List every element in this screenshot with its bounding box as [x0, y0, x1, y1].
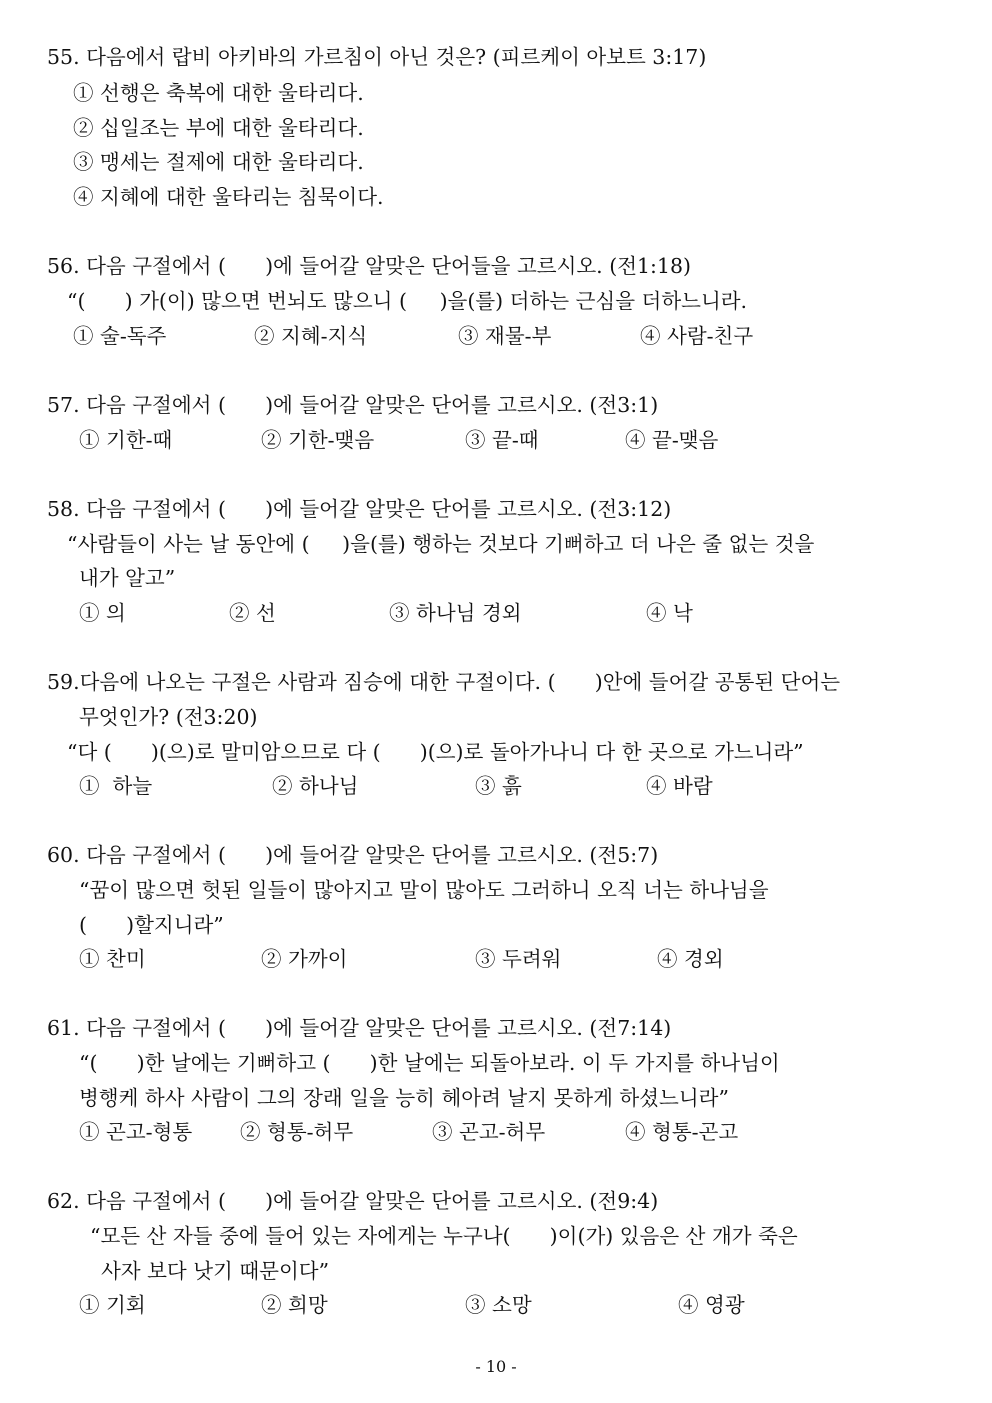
q56-option-3: ③ 재물-부	[458, 324, 552, 348]
q56-quote: “( ) 가(이) 많으면 번뇌도 많으니 ( )을(를) 더하는 근심을 더하느니라.	[67, 289, 748, 313]
q62-option-4: ④ 영광	[678, 1293, 745, 1317]
q60-option-2: ② 가까이	[261, 947, 348, 971]
q55-option-1: ① 선행은 축복에 대한 울타리다.	[73, 81, 364, 105]
q58-quote-line-1: “사람들이 사는 날 동안에 ( )을(를) 행하는 것보다 기뻐하고 더 나은 줄 없는 것을	[67, 532, 815, 556]
q61-option-3: ③ 곤고-허무	[432, 1120, 546, 1144]
q57-option-1: ① 기한-때	[79, 428, 173, 452]
q55-option-3: ③ 맹세는 절제에 대한 울타리다.	[73, 150, 364, 174]
q59-title-line-1: 59.다음에 나오는 구절은 사람과 짐승에 대한 구절이다. ( )안에 들어갈 공통된 단어는	[47, 670, 841, 694]
q60-option-4: ④ 경외	[657, 947, 724, 971]
q58-title: 58. 다음 구절에서 ( )에 들어갈 알맞은 단어를 고르시오. (전3:12)	[47, 497, 672, 521]
q62-option-2: ② 희망	[261, 1293, 328, 1317]
q58-option-1: ① 의	[79, 601, 126, 625]
q62-option-3: ③ 소망	[465, 1293, 532, 1317]
q58-option-4: ④ 낙	[646, 601, 693, 625]
q60-quote-line-2: ( )할지니라”	[79, 913, 224, 937]
q61-option-1: ① 곤고-형통	[79, 1120, 193, 1144]
q55-option-4: ④ 지혜에 대한 울타리는 침묵이다.	[73, 185, 384, 209]
q56-option-2: ② 지혜-지식	[254, 324, 368, 348]
q59-option-4: ④ 바람	[646, 774, 713, 798]
q61-option-4: ④ 형통-곤고	[625, 1120, 739, 1144]
q59-option-2: ② 하나님	[272, 774, 359, 798]
q60-option-3: ③ 두려워	[475, 947, 562, 971]
q62-quote-line-2: 사자 보다 낫기 때문이다”	[101, 1259, 330, 1283]
q55-title: 55. 다음에서 랍비 아키바의 가르침이 아닌 것은? (피르케이 아보트 3:17)	[47, 45, 707, 69]
q60-quote-line-1: “꿈이 많으면 헛된 일들이 많아지고 말이 많아도 그러하니 오직 너는 하나님을	[79, 878, 769, 902]
q62-title: 62. 다음 구절에서 ( )에 들어갈 알맞은 단어를 고르시오. (전9:4)	[47, 1189, 659, 1213]
q57-option-3: ③ 끝-때	[465, 428, 539, 452]
q62-quote-line-1: “모든 산 자들 중에 들어 있는 자에게는 누구나( )이(가) 있음은 산 개가 죽은	[90, 1224, 798, 1248]
q61-title: 61. 다음 구절에서 ( )에 들어갈 알맞은 단어를 고르시오. (전7:14)	[47, 1016, 672, 1040]
q62-option-1: ① 기회	[79, 1293, 146, 1317]
q57-option-4: ④ 끝-맺음	[625, 428, 719, 452]
q59-option-1: ① 하늘	[79, 774, 153, 798]
q57-option-2: ② 기한-맺음	[261, 428, 375, 452]
q58-option-3: ③ 하나님 경외	[389, 601, 522, 625]
q61-quote-line-2: 병행케 하사 사람이 그의 장래 일을 능히 헤아려 날지 못하게 하셨느니라”	[79, 1086, 729, 1110]
q58-option-2: ② 선	[229, 601, 276, 625]
q59-quote: “다 ( )(으)로 말미암으므로 다 ( )(으)로 돌아가나니 다 한 곳으로 가느니라”	[67, 740, 804, 764]
q57-title: 57. 다음 구절에서 ( )에 들어갈 알맞은 단어를 고르시오. (전3:1)	[47, 393, 659, 417]
q59-title-line-2: 무엇인가? (전3:20)	[79, 705, 258, 729]
q60-title: 60. 다음 구절에서 ( )에 들어갈 알맞은 단어를 고르시오. (전5:7)	[47, 843, 659, 867]
q58-quote-line-2: 내가 알고”	[79, 566, 176, 590]
q59-option-3: ③ 흙	[475, 774, 522, 798]
page-number: - 10 -	[475, 1357, 517, 1376]
q61-quote-line-1: “( )한 날에는 기뻐하고 ( )한 날에는 되돌아보라. 이 두 가지를 하나님이	[79, 1051, 780, 1075]
q61-option-2: ② 형통-허무	[240, 1120, 354, 1144]
q56-option-4: ④ 사람-친구	[640, 324, 754, 348]
q60-option-1: ① 찬미	[79, 947, 146, 971]
q56-title: 56. 다음 구절에서 ( )에 들어갈 알맞은 단어들을 고르시오. (전1:18)	[47, 254, 692, 278]
q56-option-1: ① 술-독주	[73, 324, 167, 348]
q55-option-2: ② 십일조는 부에 대한 울타리다.	[73, 116, 364, 140]
